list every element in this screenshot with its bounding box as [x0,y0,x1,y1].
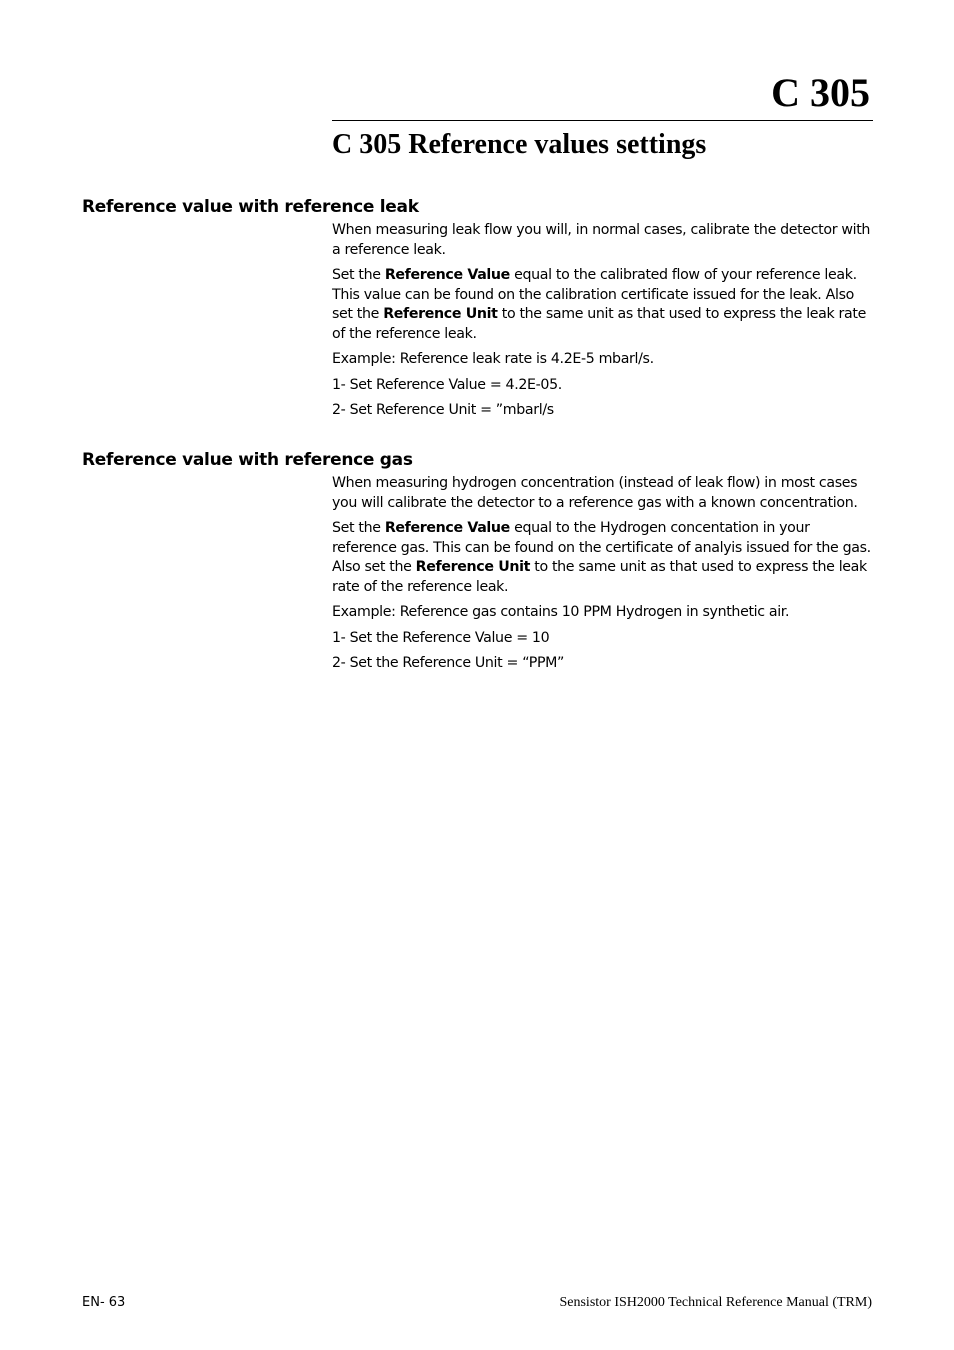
header-divider [332,120,873,121]
paragraph: 1- Set Reference Value = 4.2E-05. [332,376,562,393]
page-title: C 305 Reference values settings [332,129,707,160]
term-reference-value: Reference Value [384,520,510,536]
section-heading-reference-gas: Reference value with reference gas [82,450,413,470]
section-heading-reference-leak: Reference value with reference leak [82,197,419,217]
paragraph: Example: Reference gas contains 10 PPM Hydrogen in synthetic air. [332,604,790,620]
paragraph: 2- Set the Reference Unit = “PPM” [332,655,565,671]
paragraph: Example: Reference leak rate is 4.2E-5 mbarl/s. [332,351,654,367]
chapter-code: C 305 [771,70,870,115]
paragraph: Set the Reference Value equal to the Hydrogen concentation in your reference gas. This can be found on the certificate of analyis issued for the gas. Also set the Reference Unit to the same unit as that used to express the leak rate of the reference leak. [332,520,871,595]
section-body-reference-gas [332,474,877,680]
term-reference-value: Reference Value [384,267,510,283]
section-body-reference-leak [332,221,877,427]
paragraph: 1- Set the Reference Value = 10 [332,629,550,646]
term-reference-unit: Reference Unit [383,306,498,322]
paragraph: 2- Set Reference Unit = ”mbarl/s [332,402,554,418]
paragraph: When measuring leak flow you will, in normal cases, calibrate the detector with a reference leak. [332,222,871,258]
footer-manual-title: Sensistor ISH2000 Technical Reference Manual (TRM) [559,1295,872,1310]
term-reference-unit: Reference Unit [415,559,531,575]
paragraph: When measuring hydrogen concentration (instead of leak flow) in most cases you will calibrate the detector to a reference gas with a known concentration. [332,475,858,511]
paragraph: Set the Reference Value equal to the calibrated flow of your reference leak. This value can be found on the calibration certificate issued for the leak. Also set the Reference Unit to the same unit as that used to express the leak rate of the reference leak. [332,267,866,342]
footer-page-number: EN- 63 [82,1295,126,1310]
